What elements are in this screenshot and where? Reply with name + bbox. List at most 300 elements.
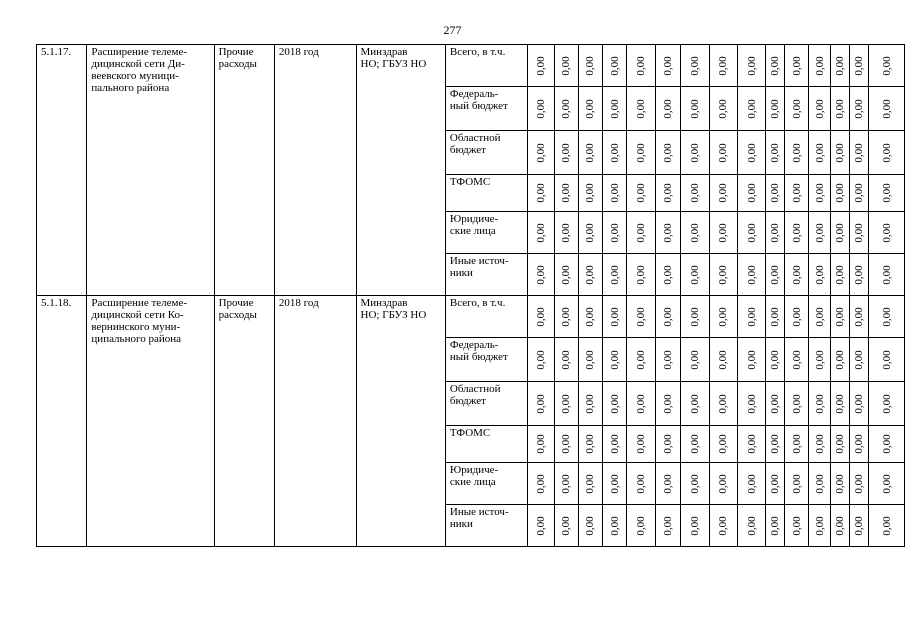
amount-cell <box>809 382 831 426</box>
amount-cell <box>680 131 709 175</box>
amount-value: 0,00 <box>745 515 758 536</box>
amount-value: 0,00 <box>717 98 730 119</box>
amount-cell <box>527 212 554 254</box>
expense-type: Прочие расходы <box>214 296 274 547</box>
amount-value: 0,00 <box>560 434 573 454</box>
amount-value: 0,00 <box>534 55 547 76</box>
amount-cell <box>656 87 681 131</box>
amount-cell <box>554 505 578 547</box>
amount-value: 0,00 <box>880 393 893 414</box>
amount-value: 0,00 <box>717 183 730 203</box>
amount-value: 0,00 <box>584 142 597 163</box>
amount-value: 0,00 <box>790 473 803 494</box>
amount-value: 0,00 <box>635 183 648 203</box>
amount-cell <box>656 505 681 547</box>
amount-value: 0,00 <box>584 98 597 119</box>
amount-value: 0,00 <box>584 264 597 285</box>
amount-cell <box>656 382 681 426</box>
amount-value: 0,00 <box>769 98 782 119</box>
amount-cell <box>680 175 709 212</box>
amount-value: 0,00 <box>717 349 730 370</box>
amount-value: 0,00 <box>834 393 847 414</box>
amount-cell <box>831 87 850 131</box>
amount-value: 0,00 <box>560 393 573 414</box>
amount-value: 0,00 <box>534 183 547 203</box>
amount-value: 0,00 <box>769 434 782 454</box>
amount-value: 0,00 <box>584 183 597 203</box>
expense-type: Прочие расходы <box>214 45 274 296</box>
funding-source: Иные источ- ники <box>445 254 527 296</box>
amount-cell <box>785 382 809 426</box>
table-row <box>37 45 905 87</box>
amount-value: 0,00 <box>745 306 758 327</box>
amount-value: 0,00 <box>534 515 547 536</box>
amount-cell <box>680 212 709 254</box>
measure-executor: Минздрав НО; ГБУЗ НО <box>356 296 445 547</box>
amount-cell <box>527 254 554 296</box>
amount-value: 0,00 <box>813 142 826 163</box>
amount-value: 0,00 <box>560 183 573 203</box>
amount-cell <box>738 382 766 426</box>
amount-value: 0,00 <box>635 306 648 327</box>
amount-cell <box>627 254 656 296</box>
amount-value: 0,00 <box>584 473 597 494</box>
amount-cell <box>627 45 656 87</box>
amount-cell <box>738 87 766 131</box>
amount-value: 0,00 <box>813 55 826 76</box>
amount-cell <box>527 338 554 382</box>
amount-value: 0,00 <box>853 473 866 494</box>
amount-cell <box>656 296 681 338</box>
amount-value: 0,00 <box>635 434 648 454</box>
amount-cell <box>869 175 905 212</box>
amount-value: 0,00 <box>661 222 674 243</box>
amount-value: 0,00 <box>608 142 621 163</box>
amount-cell <box>766 175 785 212</box>
amount-cell <box>766 254 785 296</box>
amount-cell <box>809 254 831 296</box>
amount-value: 0,00 <box>608 306 621 327</box>
amount-cell <box>850 505 869 547</box>
amount-cell <box>831 426 850 463</box>
amount-value: 0,00 <box>880 515 893 536</box>
amount-cell <box>831 382 850 426</box>
amount-cell <box>809 463 831 505</box>
amount-value: 0,00 <box>661 55 674 76</box>
amount-cell <box>831 296 850 338</box>
amount-cell <box>869 254 905 296</box>
amount-cell <box>869 131 905 175</box>
amount-value: 0,00 <box>853 306 866 327</box>
amount-cell <box>627 296 656 338</box>
amount-cell <box>627 463 656 505</box>
amount-cell <box>850 254 869 296</box>
amount-cell <box>578 87 603 131</box>
amount-cell <box>527 131 554 175</box>
amount-value: 0,00 <box>834 306 847 327</box>
amount-value: 0,00 <box>635 393 648 414</box>
measure-number: 5.1.18. <box>37 296 87 547</box>
amount-cell <box>554 463 578 505</box>
amount-value: 0,00 <box>534 142 547 163</box>
amount-cell <box>627 175 656 212</box>
amount-value: 0,00 <box>534 393 547 414</box>
amount-cell <box>709 505 738 547</box>
amount-value: 0,00 <box>635 142 648 163</box>
page-number: 277 <box>443 23 462 37</box>
amount-value: 0,00 <box>717 393 730 414</box>
amount-value: 0,00 <box>608 473 621 494</box>
funding-source: Всего, в т.ч. <box>445 296 527 338</box>
amount-cell <box>680 505 709 547</box>
amount-cell <box>869 382 905 426</box>
amount-value: 0,00 <box>534 434 547 454</box>
funding-source: Юридиче- ские лица <box>445 212 527 254</box>
amount-cell <box>656 212 681 254</box>
amount-cell <box>850 212 869 254</box>
amount-cell <box>785 426 809 463</box>
amount-cell <box>785 131 809 175</box>
amount-value: 0,00 <box>717 434 730 454</box>
funding-source: Федераль- ный бюджет <box>445 87 527 131</box>
amount-value: 0,00 <box>584 349 597 370</box>
amount-cell <box>809 426 831 463</box>
amount-cell <box>680 338 709 382</box>
amount-value: 0,00 <box>813 349 826 370</box>
amount-cell <box>738 296 766 338</box>
amount-value: 0,00 <box>769 473 782 494</box>
measure-name: Расширение телеме- дицинской сети Ко- вернинского муни- ципального района <box>87 296 214 547</box>
amount-value: 0,00 <box>813 98 826 119</box>
amount-value: 0,00 <box>813 473 826 494</box>
amount-value: 0,00 <box>560 222 573 243</box>
amount-cell <box>850 175 869 212</box>
amount-cell <box>709 212 738 254</box>
amount-cell <box>527 382 554 426</box>
amount-value: 0,00 <box>745 98 758 119</box>
amount-value: 0,00 <box>661 264 674 285</box>
amount-cell <box>809 212 831 254</box>
amount-value: 0,00 <box>661 183 674 203</box>
amount-cell <box>603 338 627 382</box>
measure-period: 2018 год <box>274 296 356 547</box>
amount-value: 0,00 <box>834 55 847 76</box>
amount-cell <box>766 131 785 175</box>
amount-cell <box>554 426 578 463</box>
amount-cell <box>738 426 766 463</box>
amount-cell <box>656 131 681 175</box>
amount-cell <box>554 212 578 254</box>
amount-value: 0,00 <box>688 183 701 203</box>
amount-value: 0,00 <box>560 306 573 327</box>
amount-value: 0,00 <box>608 393 621 414</box>
amount-cell <box>809 338 831 382</box>
amount-cell <box>809 175 831 212</box>
amount-value: 0,00 <box>834 222 847 243</box>
amount-cell <box>785 212 809 254</box>
amount-value: 0,00 <box>688 306 701 327</box>
table-body <box>37 45 905 547</box>
amount-cell <box>527 296 554 338</box>
amount-value: 0,00 <box>853 142 866 163</box>
amount-cell <box>785 175 809 212</box>
amount-value: 0,00 <box>635 55 648 76</box>
amount-value: 0,00 <box>661 434 674 454</box>
amount-value: 0,00 <box>745 349 758 370</box>
amount-cell <box>738 45 766 87</box>
amount-cell <box>850 426 869 463</box>
amount-cell <box>766 463 785 505</box>
amount-value: 0,00 <box>560 515 573 536</box>
amount-cell <box>578 45 603 87</box>
amount-value: 0,00 <box>834 142 847 163</box>
amount-value: 0,00 <box>608 98 621 119</box>
amount-cell <box>809 296 831 338</box>
amount-cell <box>850 45 869 87</box>
amount-cell <box>785 338 809 382</box>
amount-cell <box>554 296 578 338</box>
measure-period: 2018 год <box>274 45 356 296</box>
amount-value: 0,00 <box>769 393 782 414</box>
amount-value: 0,00 <box>534 306 547 327</box>
amount-cell <box>578 382 603 426</box>
amount-cell <box>578 254 603 296</box>
amount-value: 0,00 <box>717 55 730 76</box>
amount-cell <box>831 45 850 87</box>
amount-value: 0,00 <box>661 349 674 370</box>
amount-value: 0,00 <box>769 55 782 76</box>
amount-cell <box>603 87 627 131</box>
measure-name: Расширение телеме- дицинской сети Ди- веевского муници- пального района <box>87 45 214 296</box>
amount-cell <box>603 131 627 175</box>
amount-value: 0,00 <box>717 142 730 163</box>
amount-value: 0,00 <box>853 349 866 370</box>
amount-value: 0,00 <box>790 98 803 119</box>
amount-value: 0,00 <box>688 142 701 163</box>
amount-cell <box>627 505 656 547</box>
amount-value: 0,00 <box>534 473 547 494</box>
amount-value: 0,00 <box>635 264 648 285</box>
amount-cell <box>603 254 627 296</box>
amount-cell <box>603 426 627 463</box>
amount-cell <box>527 426 554 463</box>
amount-value: 0,00 <box>560 473 573 494</box>
amount-value: 0,00 <box>608 183 621 203</box>
funding-source: Федераль- ный бюджет <box>445 338 527 382</box>
amount-cell <box>831 254 850 296</box>
amount-value: 0,00 <box>880 264 893 285</box>
amount-value: 0,00 <box>688 222 701 243</box>
amount-value: 0,00 <box>635 349 648 370</box>
amount-cell <box>766 505 785 547</box>
amount-value: 0,00 <box>853 98 866 119</box>
amount-value: 0,00 <box>790 349 803 370</box>
amount-cell <box>709 87 738 131</box>
amount-value: 0,00 <box>790 264 803 285</box>
amount-value: 0,00 <box>745 434 758 454</box>
amount-value: 0,00 <box>745 55 758 76</box>
amount-value: 0,00 <box>834 434 847 454</box>
amount-value: 0,00 <box>790 434 803 454</box>
amount-value: 0,00 <box>880 98 893 119</box>
amount-value: 0,00 <box>834 515 847 536</box>
funding-source: Иные источ- ники <box>445 505 527 547</box>
amount-cell <box>578 426 603 463</box>
amount-cell <box>527 505 554 547</box>
amount-value: 0,00 <box>813 222 826 243</box>
amount-cell <box>869 296 905 338</box>
amount-cell <box>680 463 709 505</box>
funding-source: Областной бюджет <box>445 382 527 426</box>
amount-cell <box>578 175 603 212</box>
amount-value: 0,00 <box>880 349 893 370</box>
amount-cell <box>554 87 578 131</box>
amount-cell <box>869 426 905 463</box>
amount-cell <box>680 254 709 296</box>
funding-source: ТФОМС <box>445 175 527 212</box>
amount-value: 0,00 <box>560 98 573 119</box>
amount-value: 0,00 <box>661 306 674 327</box>
amount-cell <box>709 254 738 296</box>
amount-cell <box>554 175 578 212</box>
amount-value: 0,00 <box>608 349 621 370</box>
measure-number: 5.1.17. <box>37 45 87 296</box>
amount-value: 0,00 <box>688 393 701 414</box>
amount-cell <box>738 463 766 505</box>
amount-cell <box>627 426 656 463</box>
amount-cell <box>738 131 766 175</box>
amount-value: 0,00 <box>745 222 758 243</box>
table-row <box>37 296 905 338</box>
amount-cell <box>527 463 554 505</box>
amount-cell <box>738 212 766 254</box>
amount-value: 0,00 <box>584 55 597 76</box>
amount-cell <box>527 87 554 131</box>
amount-value: 0,00 <box>880 183 893 203</box>
amount-cell <box>656 463 681 505</box>
amount-value: 0,00 <box>813 434 826 454</box>
amount-value: 0,00 <box>534 349 547 370</box>
amount-value: 0,00 <box>813 306 826 327</box>
amount-cell <box>850 87 869 131</box>
amount-value: 0,00 <box>880 434 893 454</box>
amount-cell <box>738 254 766 296</box>
amount-value: 0,00 <box>717 515 730 536</box>
amount-value: 0,00 <box>769 349 782 370</box>
amount-cell <box>709 296 738 338</box>
amount-cell <box>869 212 905 254</box>
amount-cell <box>603 382 627 426</box>
amount-value: 0,00 <box>560 264 573 285</box>
amount-value: 0,00 <box>584 306 597 327</box>
amount-value: 0,00 <box>661 393 674 414</box>
amount-value: 0,00 <box>880 222 893 243</box>
amount-cell <box>709 463 738 505</box>
amount-value: 0,00 <box>834 183 847 203</box>
amount-value: 0,00 <box>584 515 597 536</box>
amount-value: 0,00 <box>769 222 782 243</box>
amount-cell <box>850 131 869 175</box>
amount-cell <box>850 338 869 382</box>
amount-cell <box>709 426 738 463</box>
funding-source: ТФОМС <box>445 426 527 463</box>
amount-value: 0,00 <box>745 473 758 494</box>
amount-cell <box>627 212 656 254</box>
amount-cell <box>578 505 603 547</box>
amount-cell <box>831 338 850 382</box>
amount-value: 0,00 <box>584 434 597 454</box>
amount-cell <box>809 87 831 131</box>
amount-cell <box>766 87 785 131</box>
amount-value: 0,00 <box>790 306 803 327</box>
amount-cell <box>554 382 578 426</box>
amount-value: 0,00 <box>608 264 621 285</box>
amount-value: 0,00 <box>813 393 826 414</box>
amount-value: 0,00 <box>745 393 758 414</box>
amount-cell <box>578 296 603 338</box>
amount-cell <box>603 45 627 87</box>
amount-cell <box>554 254 578 296</box>
amount-cell <box>831 212 850 254</box>
amount-value: 0,00 <box>834 473 847 494</box>
amount-cell <box>627 131 656 175</box>
amount-cell <box>850 382 869 426</box>
amount-cell <box>869 463 905 505</box>
amount-cell <box>809 505 831 547</box>
amount-cell <box>680 87 709 131</box>
amount-value: 0,00 <box>834 349 847 370</box>
amount-cell <box>831 175 850 212</box>
amount-value: 0,00 <box>790 55 803 76</box>
amount-value: 0,00 <box>790 222 803 243</box>
amount-value: 0,00 <box>769 306 782 327</box>
amount-cell <box>578 463 603 505</box>
amount-cell <box>709 338 738 382</box>
amount-cell <box>766 426 785 463</box>
amount-cell <box>785 296 809 338</box>
amount-cell <box>785 463 809 505</box>
amount-value: 0,00 <box>790 142 803 163</box>
amount-value: 0,00 <box>534 264 547 285</box>
amount-cell <box>869 45 905 87</box>
amount-cell <box>554 338 578 382</box>
amount-value: 0,00 <box>635 515 648 536</box>
amount-cell <box>766 212 785 254</box>
amount-cell <box>627 87 656 131</box>
amount-value: 0,00 <box>584 393 597 414</box>
amount-cell <box>603 175 627 212</box>
amount-cell <box>709 382 738 426</box>
amount-value: 0,00 <box>635 222 648 243</box>
amount-cell <box>656 45 681 87</box>
amount-value: 0,00 <box>635 98 648 119</box>
amount-cell <box>680 45 709 87</box>
measure-executor: Минздрав НО; ГБУЗ НО <box>356 45 445 296</box>
amount-cell <box>738 505 766 547</box>
amount-value: 0,00 <box>745 183 758 203</box>
amount-value: 0,00 <box>745 142 758 163</box>
amount-value: 0,00 <box>560 55 573 76</box>
amount-value: 0,00 <box>661 98 674 119</box>
amount-value: 0,00 <box>813 515 826 536</box>
amount-cell <box>738 175 766 212</box>
amount-value: 0,00 <box>717 473 730 494</box>
amount-cell <box>785 45 809 87</box>
amount-value: 0,00 <box>717 264 730 285</box>
amount-value: 0,00 <box>688 98 701 119</box>
amount-cell <box>527 175 554 212</box>
program-measures-table <box>36 44 905 547</box>
